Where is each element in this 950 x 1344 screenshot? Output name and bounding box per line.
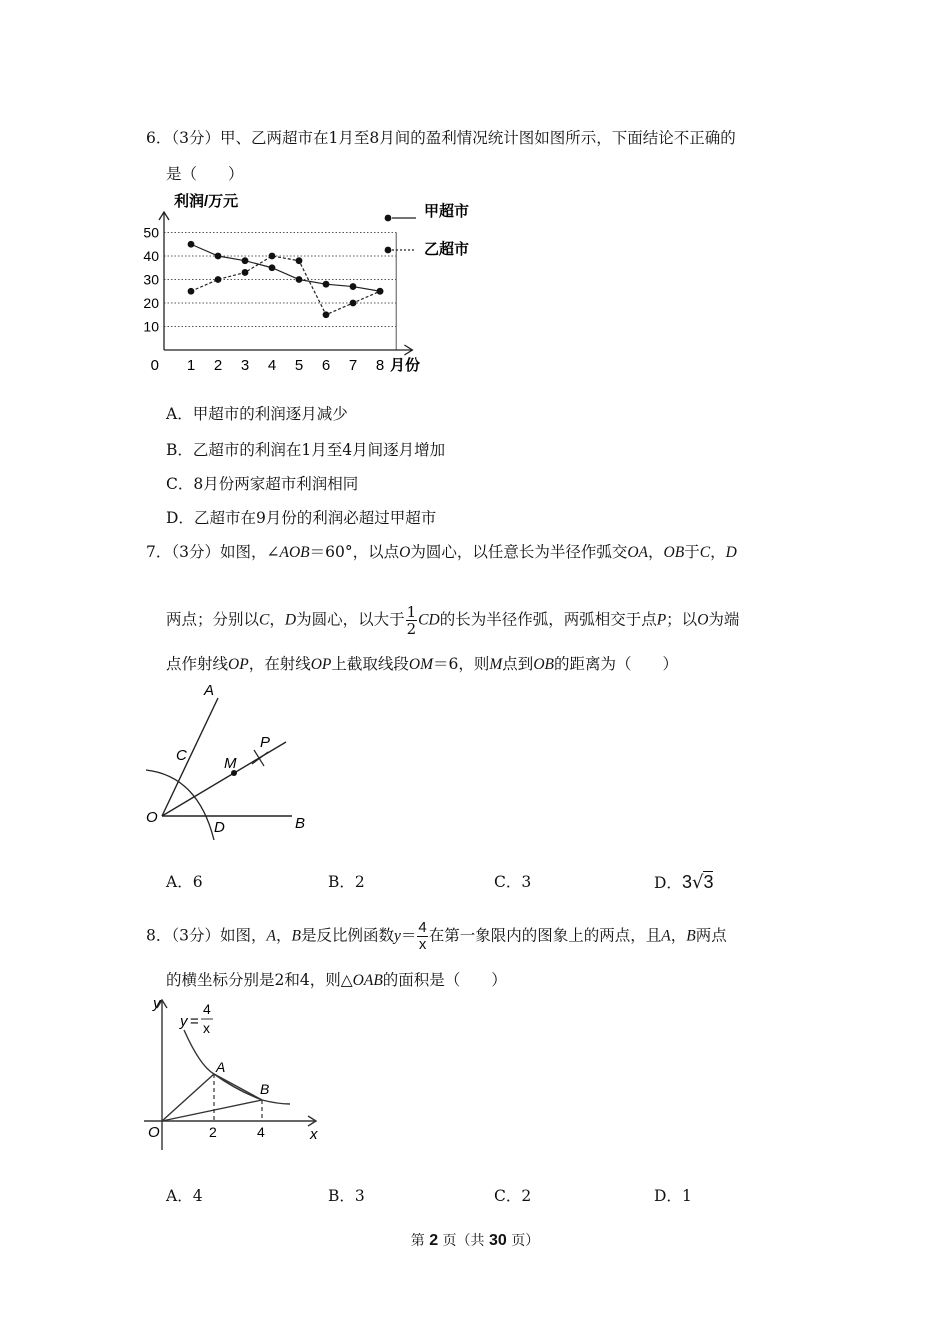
page-footer: 第 2 页（共 30 页） bbox=[410, 1232, 540, 1249]
q6-stem-line1: 6．（3分）甲、乙两超市在1月至8月间的盈利情况统计图如图所示，下面结论不正确的 bbox=[146, 129, 736, 147]
series-2-point-7 bbox=[350, 300, 357, 307]
formula-num: 4 bbox=[203, 1001, 211, 1017]
q8-function-figure bbox=[140, 994, 330, 1154]
x-tick-label-5: 5 bbox=[294, 357, 304, 374]
label-c: C bbox=[176, 747, 187, 764]
tick-2: 2 bbox=[209, 1124, 217, 1140]
series-1-point-4 bbox=[269, 264, 276, 271]
y-tick-label-40: 40 bbox=[143, 248, 159, 264]
series-1-point-6 bbox=[323, 281, 330, 288]
tick-4: 4 bbox=[257, 1124, 265, 1140]
q7-option-b: B．2 bbox=[328, 873, 365, 891]
q7-fraction: $\frac{1}{2}$ bbox=[406, 603, 417, 638]
label-x: x bbox=[310, 1126, 318, 1143]
q8-option-d: D．1 bbox=[654, 1187, 692, 1205]
series-1-point-5 bbox=[296, 276, 303, 283]
series-2-point-8 bbox=[377, 288, 384, 295]
series-2-point-4 bbox=[269, 253, 276, 260]
q6-option-b: B．乙超市的利润在1月至4月间逐月增加 bbox=[166, 441, 446, 459]
label-y: y bbox=[153, 995, 161, 1012]
x-tick-label-4: 4 bbox=[267, 357, 277, 374]
q6-stem-line2: 是（ ） bbox=[166, 165, 244, 183]
label-a: A bbox=[204, 682, 215, 699]
q7-option-d: D．3√3 bbox=[654, 872, 714, 893]
formula-y: y bbox=[180, 1013, 188, 1030]
x-axis-title: 月份 bbox=[390, 357, 421, 374]
q6-option-c: C．8月份两家超市利润相同 bbox=[166, 475, 359, 493]
label-d: D bbox=[214, 819, 225, 836]
formula-eq: = bbox=[190, 1013, 199, 1030]
q7-stem-line3: 点作射线OP，在射线OP上截取线段OM＝6，则M点到OB的距离为（ ） bbox=[166, 655, 678, 673]
sqrt-icon: √ bbox=[691, 872, 704, 893]
series-1-point-1 bbox=[188, 241, 195, 248]
hyperbola-curve bbox=[184, 1030, 290, 1104]
page-number: 2 bbox=[429, 1232, 439, 1249]
series-2-point-6 bbox=[323, 311, 330, 318]
segment-ob bbox=[162, 1100, 262, 1121]
series-1-point-3 bbox=[242, 257, 249, 264]
q7-stem-line2: 两点；分别以C，D为圆心，以大于 $\frac{1}{2}$ CD的长为半径作弧，两弧相交于点P；以O为端 bbox=[166, 603, 740, 638]
label-b: B bbox=[295, 815, 306, 832]
y-tick-label-50: 50 bbox=[143, 224, 159, 241]
segment-ab bbox=[214, 1074, 262, 1100]
series-1-point-2 bbox=[215, 253, 222, 260]
q8-stem-line1: 8．（3分）如图，A，B是反比例函数y＝ $\frac{4}{x}$ 在第一象限内的图象上的两点，且A，B两点 bbox=[146, 919, 727, 953]
x-tick-label-2: 2 bbox=[213, 357, 223, 374]
arc-p2 bbox=[252, 752, 268, 764]
q7-angle-figure bbox=[140, 680, 320, 840]
q6-line-chart bbox=[140, 186, 500, 376]
series-2-point-3 bbox=[242, 269, 249, 276]
series-1-point-7 bbox=[350, 283, 357, 290]
q7-option-c: C．3 bbox=[494, 873, 532, 891]
series-2-point-5 bbox=[296, 257, 303, 264]
x-tick-label-1: 1 bbox=[186, 357, 196, 374]
label-a: A bbox=[216, 1059, 226, 1075]
series-2-point-1 bbox=[188, 288, 195, 295]
q6-option-a: A．甲超市的利润逐月减少 bbox=[166, 405, 348, 423]
y-tick-label-30: 30 bbox=[143, 271, 159, 288]
legend-label-2: 乙超市 bbox=[424, 241, 470, 258]
y-tick-label-20: 20 bbox=[143, 295, 159, 311]
segment-oa bbox=[162, 1074, 214, 1121]
x-tick-label-3: 3 bbox=[240, 357, 250, 374]
y-tick-label-10: 10 bbox=[143, 318, 159, 335]
q6-option-d: D．乙超市在9月份的利润必超过甲超市 bbox=[166, 509, 437, 527]
label-o: O bbox=[148, 1124, 160, 1141]
label-o: O bbox=[146, 809, 158, 826]
x-tick-label-7: 7 bbox=[348, 357, 358, 374]
legend-marker-2 bbox=[385, 247, 392, 254]
legend-label-1: 甲超市 bbox=[424, 203, 470, 220]
q8-fraction: $\frac{4}{x}$ bbox=[418, 919, 427, 953]
legend-marker-1 bbox=[385, 215, 392, 222]
q8-option-b: B．3 bbox=[328, 1187, 365, 1205]
label-b: B bbox=[260, 1081, 270, 1097]
page-total: 30 bbox=[489, 1232, 507, 1249]
y-axis-title: 利润/万元 bbox=[174, 193, 239, 210]
q8-stem-line2: 的横坐标分别是2和4，则△OAB的面积是（ ） bbox=[166, 971, 507, 989]
x-tick-label-6: 6 bbox=[321, 357, 331, 374]
q7-option-a: A．6 bbox=[166, 873, 203, 891]
label-m: M bbox=[224, 755, 237, 772]
q8-option-c: C．2 bbox=[494, 1187, 532, 1205]
q8-option-a: A．4 bbox=[166, 1187, 203, 1205]
formula-den: x bbox=[203, 1020, 210, 1036]
ray-oa bbox=[162, 698, 218, 816]
label-p: P bbox=[260, 734, 271, 751]
q7-stem-line1: 7．（3分）如图，∠AOB＝60°，以点O为圆心，以任意长为半径作弧交OA，OB于C，D bbox=[146, 543, 737, 561]
series-2-point-2 bbox=[215, 276, 222, 283]
origin-label: 0 bbox=[150, 357, 159, 374]
x-tick-label-8: 8 bbox=[375, 357, 385, 374]
